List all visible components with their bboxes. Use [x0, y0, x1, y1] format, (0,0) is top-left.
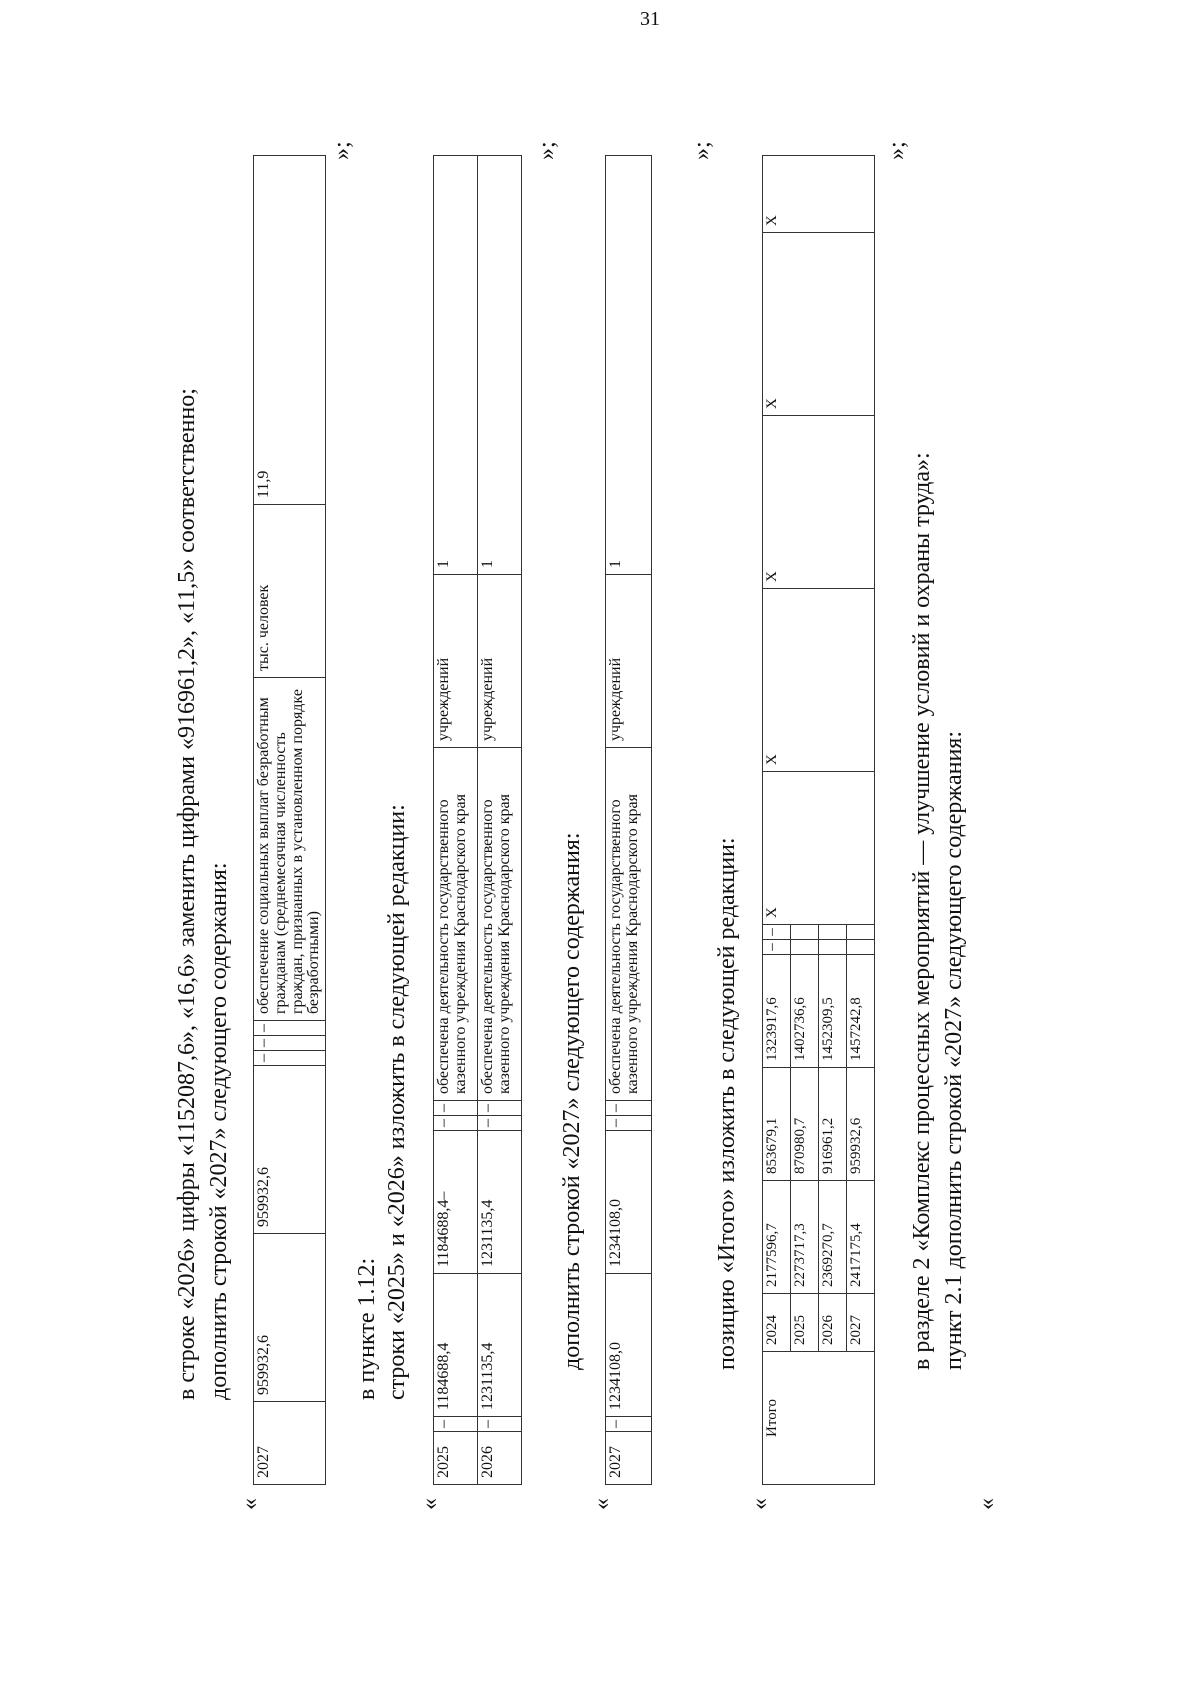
block1-line1: в строке «2026» цифры «1152087,6», «16,6» заменить цифрами «916961,2», «11,5» соответственно;	[174, 388, 200, 1400]
cell-a: 853679,1	[763, 1068, 791, 1181]
cell-desc: обеспечена деятельность государственного казенного учреждения Краснодарского края	[606, 748, 652, 1101]
cell-dash: –	[434, 1116, 478, 1131]
cell-x: Х	[763, 772, 875, 925]
block5-line2: пункт 2.1 дополнить строкой «2027» следующего содержания:	[941, 730, 967, 1370]
cell-b: 1452309,5	[819, 955, 847, 1068]
quote-open-1: «	[237, 1498, 263, 1510]
cell-year: 2025	[434, 1432, 478, 1485]
cell-v2: 1184688,4–	[434, 1131, 478, 1274]
rotated-content	[150, 80, 1200, 1660]
quote-close-1: »;	[329, 141, 355, 160]
cell-v1: 1234108,0	[606, 1274, 652, 1417]
cell-x: Х	[763, 156, 875, 233]
cell-year: 2027	[847, 1294, 875, 1352]
block4-line1: позицию «Итого» изложить в следующей редакции:	[714, 837, 740, 1370]
block2-line1: в пункте 1.12:	[354, 1257, 380, 1400]
cell-dash: –	[763, 925, 791, 940]
cell-b: 1323917,6	[763, 955, 791, 1068]
cell-dash: –	[478, 1417, 522, 1432]
block5-line1: в разделе 2 «Комплекс процессных мероприятий — улучшение условий и охраны труда»:	[909, 452, 935, 1370]
cell-x: Х	[763, 589, 875, 772]
cell-year: 2026	[819, 1294, 847, 1352]
cell-desc: обеспечена деятельность государственного казенного учреждения Краснодарского края	[478, 748, 522, 1101]
cell-value: 11,9	[254, 156, 326, 505]
cell-dash: –	[606, 1101, 652, 1116]
cell-dash: –	[254, 1051, 326, 1066]
cell-a: 870980,7	[791, 1068, 819, 1181]
cell-unit: учреждений	[478, 575, 522, 748]
cell-v1: 1184688,4	[434, 1274, 478, 1417]
cell-unit: тыс. человек	[254, 505, 326, 678]
cell-dash: –	[254, 1021, 326, 1036]
cell-empty	[819, 925, 847, 940]
cell-v1: 959932,6	[254, 1234, 326, 1402]
cell-dash: –	[478, 1101, 522, 1116]
table-4	[762, 155, 875, 1485]
table-row	[434, 156, 478, 1485]
cell-total: 2177596,7	[763, 1181, 791, 1294]
cell-v2: 1234108,0	[606, 1131, 652, 1274]
quote-open-3: «	[589, 1498, 615, 1510]
cell-total: 2417175,4	[847, 1181, 875, 1294]
block3-line1: дополнить строкой «2027» следующего содержания:	[559, 832, 585, 1370]
page-number: 31	[640, 8, 660, 30]
block2-line2: строки «2025» и «2026» изложить в следующей редакции:	[384, 804, 410, 1400]
cell-dash: –	[763, 940, 791, 955]
cell-b: 1402736,6	[791, 955, 819, 1068]
cell-empty	[847, 925, 875, 940]
table-row	[763, 156, 791, 1485]
cell-x: Х	[763, 233, 875, 416]
cell-x: Х	[763, 416, 875, 589]
cell-value: 1	[434, 156, 478, 575]
cell-empty	[847, 940, 875, 955]
cell-unit: учреждений	[434, 575, 478, 748]
cell-b: 1457242,8	[847, 955, 875, 1068]
cell-v2: 1231135,4	[478, 1131, 522, 1274]
cell-label: Итого	[763, 1352, 875, 1485]
cell-a: 959932,6	[847, 1068, 875, 1181]
cell-year: 2027	[606, 1432, 652, 1485]
cell-dash: –	[434, 1417, 478, 1432]
quote-open-2: «	[417, 1498, 443, 1510]
cell-empty	[819, 940, 847, 955]
cell-v1: 1231135,4	[478, 1274, 522, 1417]
table-row	[254, 156, 326, 1485]
quote-close-2: »;	[534, 141, 560, 160]
cell-desc: обеспечена деятельность государственного казенного учреждения Краснодарского края	[434, 748, 478, 1101]
quote-close-3: »;	[689, 141, 715, 160]
quote-close-4: »;	[884, 141, 910, 160]
cell-empty	[791, 940, 819, 955]
cell-dash: –	[606, 1116, 652, 1131]
cell-empty	[791, 925, 819, 940]
cell-a: 916961,2	[819, 1068, 847, 1181]
cell-unit: учреждений	[606, 575, 652, 748]
cell-total: 2273717,3	[791, 1181, 819, 1294]
quote-open-5: «	[974, 1498, 1000, 1510]
cell-dash: –	[606, 1417, 652, 1432]
table-2	[433, 155, 522, 1485]
cell-year: 2024	[763, 1294, 791, 1352]
cell-value: 1	[478, 156, 522, 575]
cell-value: 1	[606, 156, 652, 575]
cell-v2: 959932,6	[254, 1066, 326, 1234]
cell-year: 2026	[478, 1432, 522, 1485]
block1-line2: дополнить строкой «2027» следующего содержания:	[206, 862, 232, 1400]
quote-open-4: «	[747, 1498, 773, 1510]
cell-dash: –	[434, 1101, 478, 1116]
cell-dash: –	[254, 1036, 326, 1051]
table-1	[253, 155, 326, 1485]
table-row	[478, 156, 522, 1485]
cell-desc: обеспечение социальных выплат безработным гражданам (среднемесячная численность граждан, признанных в установленном порядке безработными)	[254, 678, 326, 1021]
cell-total: 2369270,7	[819, 1181, 847, 1294]
table-row	[606, 156, 652, 1485]
cell-dash: –	[478, 1116, 522, 1131]
cell-year: 2025	[791, 1294, 819, 1352]
table-3	[605, 155, 652, 1485]
cell-year: 2027	[254, 1402, 326, 1485]
